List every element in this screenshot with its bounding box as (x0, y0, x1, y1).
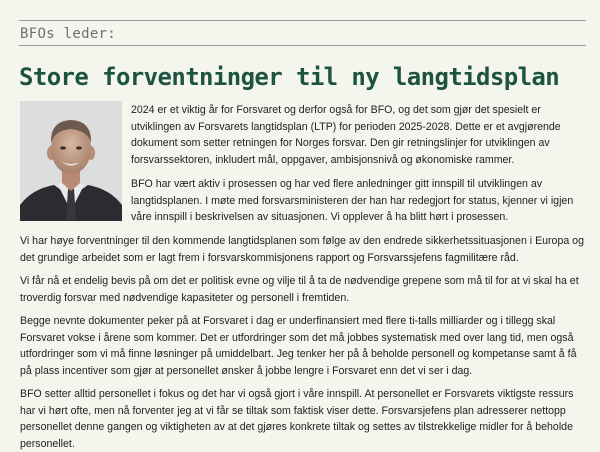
body-paragraph-5: Begge nevnte dokumenter peker på at Forsvaret i dag er underfinansiert med flere ti-talls milliarder og i tillegg skal Forsvaret vokse i årene som kommer. Det er utfordringer som det må jobbes systematisk med over lang tid, men også utfordringer som vi må finne løsninger på umiddelbart. Jeg tenker her på å beholde personell og kompetanse samt å få på plass incentiver som gjør at personellet ønsker å jobbe lengre i Forsvaret enn det vi ser i dag. (20, 315, 577, 377)
section-label: BFOs leder: (20, 26, 117, 42)
body-paragraph-6: BFO setter alltid personellet i fokus og det har vi også gjort i våre innspill. At personellet er Forsvarets viktigste ressurs har vi hørt ofte, men nå forventer jeg at vi får se tiltak som faktisk viser dette. Forsvarsjefens plan adresserer nettopp personellet denne gangen og viktigheten av at det gjøres konkrete tiltak og settes av tilstrekkelige midler for å beholde personellet. (20, 388, 574, 450)
intro-paragraph-1: 2024 er et viktig år for Forsvaret og derfor også for BFO, og det som gjør det spesielt er utviklingen av Forsvarets langtidsplan (LTP) for perioden 2025-2028. Dette er et avgjørende dokument som setter retningen for Norges forsvar. Den gir retningslinjer for utviklingen av forsvarssektoren, inkludert mål, oppgaver, ambisjonsnivå og økonomiske rammer. (131, 104, 561, 166)
author-portrait (20, 101, 122, 221)
intro-paragraph-2: BFO har vært aktiv i prosessen og har ved flere anledninger gitt innspill til utviklingen av langtidsplanen. I møte med forsvarsministeren der han har redegjort for status, kjenner vi igjen våre innspill i beskrivelsen av situasjonen. Vi opplever å ha blitt hørt i prosessen. (131, 178, 574, 223)
body-paragraph-3: Vi har høye forventninger til den kommende langtidsplanen som følge av den endrede sikkerhetssituasjonen i Europa og det grundige arbeidet som er lagt frem i forsvarskommisjonens rapport og Forsvarssjefens fagmilitære råd. (20, 235, 584, 264)
header-top-rule (19, 20, 586, 21)
body-paragraph-4: Vi får nå et endelig bevis på om det er politisk evne og vilje til å ta de nødvendige grepene som må til for at vi skal ha et troverdig forsvar med nødvendige kapasiteter og personell i fremtiden. (20, 275, 579, 304)
article-title: Store forventninger til ny langtidsplan (19, 63, 560, 91)
header-bottom-rule (19, 45, 586, 46)
